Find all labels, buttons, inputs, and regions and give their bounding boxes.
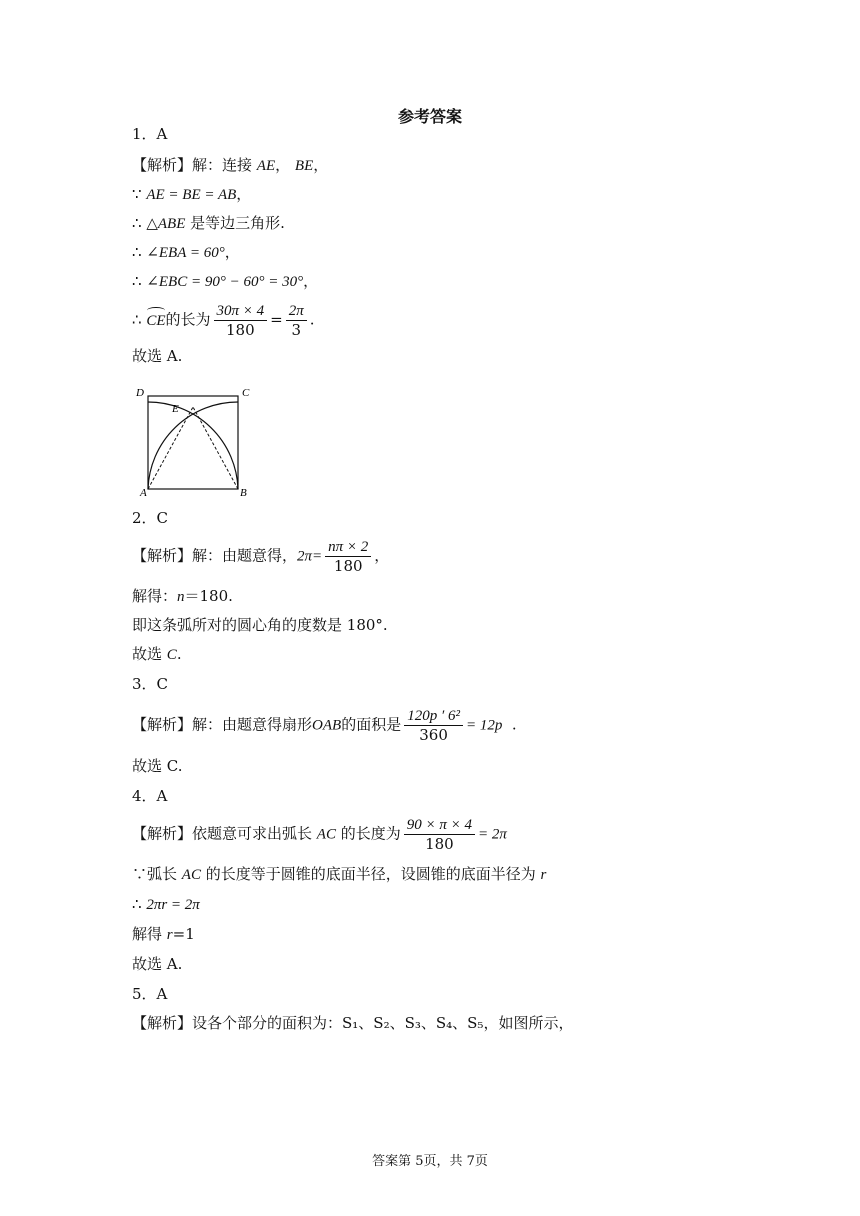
- q3-line-1: 【解析】解：由题意得扇形OAB的面积是 $\frac{\text{120p ′ 6²}}{360}$ = 12p .: [132, 708, 517, 744]
- fraction: $\frac{2\pi}{3}$: [286, 302, 307, 339]
- arc-ce: CE: [146, 312, 166, 329]
- q2-line-2: 解得：n＝180.: [132, 587, 233, 605]
- label-e: E: [172, 403, 179, 415]
- label-a: A: [140, 487, 147, 499]
- q2-line-4: 故选 C.: [132, 645, 182, 663]
- fraction: $\frac{\text{120p ′ 6²}}{360}$: [404, 707, 463, 744]
- q3-line-2: 故选 C.: [132, 757, 183, 775]
- square-outline: [148, 396, 238, 489]
- q2-line-3: 即这条弧所对的圆心角的度数是 180°.: [132, 616, 388, 634]
- fraction: $\frac{30\pi \times 4}{180}$: [214, 302, 268, 339]
- dashed-be: [193, 407, 238, 489]
- label-c: C: [242, 387, 250, 399]
- q2-answer: 2．C: [132, 509, 169, 527]
- label-b: B: [240, 487, 247, 499]
- q1-line-3: ∴ △ABE 是等边三角形.: [132, 214, 285, 232]
- page-title: 参考答案: [397, 107, 462, 126]
- q4-line-5: 故选 A.: [132, 955, 183, 973]
- q1-line-2: ∵ AE = BE = AB，: [132, 185, 252, 203]
- q1-line-1: 【解析】解：连接 AE， BE，: [132, 156, 329, 174]
- q4-line-4: 解得 r=1: [132, 925, 195, 943]
- q1-line-7: 故选 A.: [132, 347, 183, 365]
- fraction: $\frac{n\pi \times 2}{180}$: [325, 538, 371, 575]
- square-arc-figure: [132, 380, 262, 500]
- q1-line-6: ∴ CE的长为 $\frac{30\pi \times 4}{180}$ = $\frac{2\pi}{3}$ .: [132, 303, 315, 339]
- q3-answer: 3．C: [132, 675, 169, 693]
- q5-answer: 5．A: [132, 985, 168, 1003]
- q4-line-1: 【解析】依题意可求出弧长 AC 的长度为 $\frac{90 \times \pi \times 4}{180}$ = 2π: [132, 817, 507, 853]
- q1-answer: 1．A: [132, 125, 168, 143]
- q4-line-2: ∵弧长 AC 的长度等于圆锥的底面半径，设圆锥的底面半径为 r: [132, 865, 547, 883]
- page-footer: 答案第 5页，共 7页: [372, 1154, 488, 1169]
- q4-line-3: ∴ 2πr = 2π: [132, 895, 200, 913]
- q2-line-1: 【解析】解：由题意得，2π= $\frac{n\pi \times 2}{180}$ ，: [132, 539, 390, 575]
- q4-answer: 4．A: [132, 787, 168, 805]
- label-d: D: [136, 387, 144, 399]
- q1-line-5: ∴ ∠EBC = 90° − 60° = 30°，: [132, 272, 319, 290]
- q5-line-1: 【解析】设各个部分的面积为：S₁、S₂、S₃、S₄、S₅，如图所示，: [132, 1014, 574, 1032]
- q1-line-4: ∴ ∠EBA = 60°，: [132, 243, 240, 261]
- fraction: $\frac{90 \times \pi \times 4}{180}$: [404, 816, 475, 853]
- dashed-ae: [148, 407, 193, 489]
